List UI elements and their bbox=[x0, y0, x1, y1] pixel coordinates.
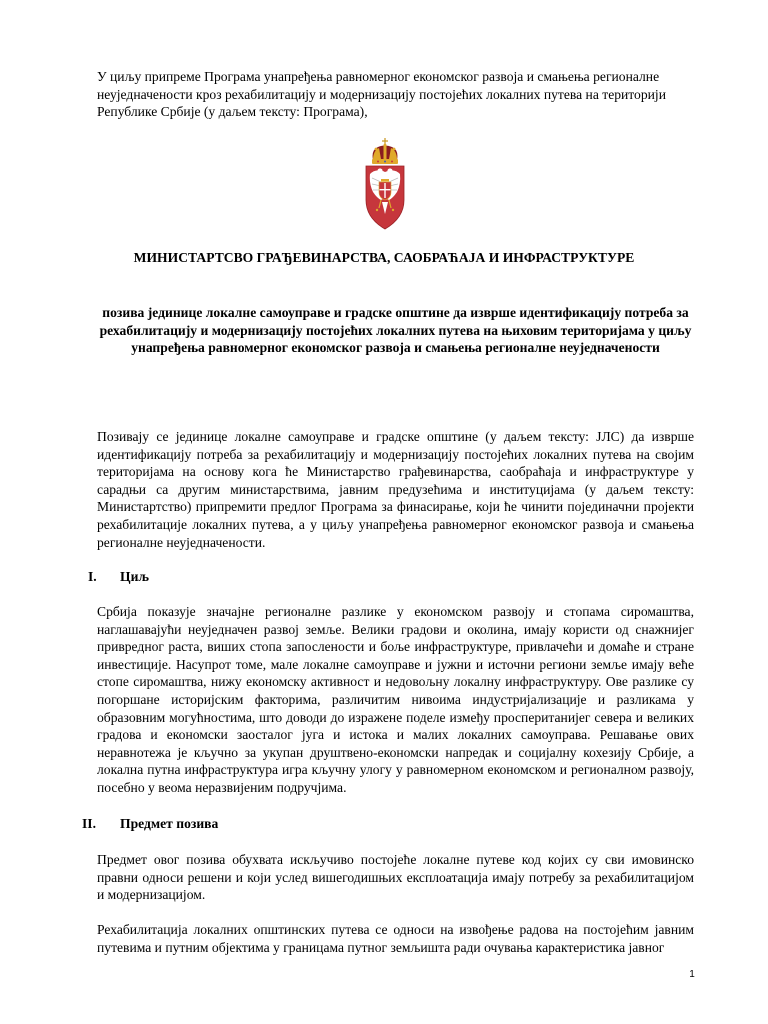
section-number: I. bbox=[88, 569, 97, 584]
serbian-coat-of-arms-icon bbox=[364, 138, 406, 233]
crown bbox=[372, 138, 398, 164]
goal-paragraph: Србија показује значајне регионалне разлике у економском развоју и стопама сиромаштва, наглашавајући неуједначен развој земље. Велики градови и околина, имају користи од снажнијег привредног раста, виших стопа запослености и боље инфраструктуре, привлачећи и домаће и стране инвестиције. Насупрот томе, мале локалне самоуправе и јужни и источни региони земље имају веће стопе сиромаштва, нижу економску активност и недовољну локалну инфраструктуру. Ове разлике су погоршане историјским факторима, различитим нивоима индустријализације и разликама у образовним могућностима, што доводи до изражене поделе између проспеританијег севера и великих градова и економски заосталог југа и истока и малих локалних самоуправа. Решавање ових неравнотежа је кључно за укупан друштвено-економски напредак и социјалну кохезију Србије, а локална путна инфраструктура игра кључну улогу у равномерном економском и регионалном развоју, посебно у веома неразвијеним подручјима. bbox=[97, 604, 694, 795]
invitation-title: позива јединице локалне самоуправе и градске општине да изврше идентификацију потреба за рехабилитацију и модернизацију постојећих локалних путева на њиховим територијама у циљу унапређења равномерног економског развоја и смањења регионалне неуједначености bbox=[99, 305, 692, 356]
call-paragraph: Позивају се јединице локалне самоуправе и градске општине (у даљем тексту: ЈЛС) да изврше идентификацију потреба за рехабилитацију и модернизацију постојећих локалних путева на својим територијама на основу кога ће Министарство грађевинарства, саобраћаја и инфраструктуре у сарадњи са другим министарствима, јавним предузећима и институцијама (у даљем тексту: Министартство) припремити предлог Програма за финасирање, који ће чинити појединачни пројекти рехабилитације локалних путева, а у циљу унапређења равномерног економског развоја и смањења регионалне неуједначености. bbox=[97, 429, 694, 550]
rehabilitation-paragraph: Рехабилитација локалних општинских путева се односи на извођење радова на постојећим јавним путевима и путним објектима у границама путног земљишта ради очувања карактеристика јавног bbox=[97, 922, 694, 955]
page-number: 1 bbox=[689, 969, 695, 980]
section-title: Циљ bbox=[120, 569, 150, 584]
shield bbox=[366, 166, 404, 229]
section-title: Предмет позива bbox=[120, 816, 219, 831]
intro-paragraph: У циљу припреме Програма унапређења равномерног економског развоја и смањења регионалне неуједначености кроз рехабилитацију и модернизацију постојећих локалних путева на територији Републике Србије (у даљем тексту: Програма), bbox=[97, 69, 666, 120]
section-number: II. bbox=[82, 816, 96, 831]
subject-paragraph: Предмет овог позива обухвата искључиво постојеће локалне путеве код којих су сви имовинско правни односи решени и који услед вишегодишњих експлоатација имају потребу за рехабилитацијом и модернизацијом. bbox=[97, 852, 694, 903]
ministry-name: МИНИСТАРТСВО ГРАЂЕВИНАРСТВА, САОБРАЋАЈА И ИНФРАСТРУКТУРЕ bbox=[133, 250, 635, 265]
